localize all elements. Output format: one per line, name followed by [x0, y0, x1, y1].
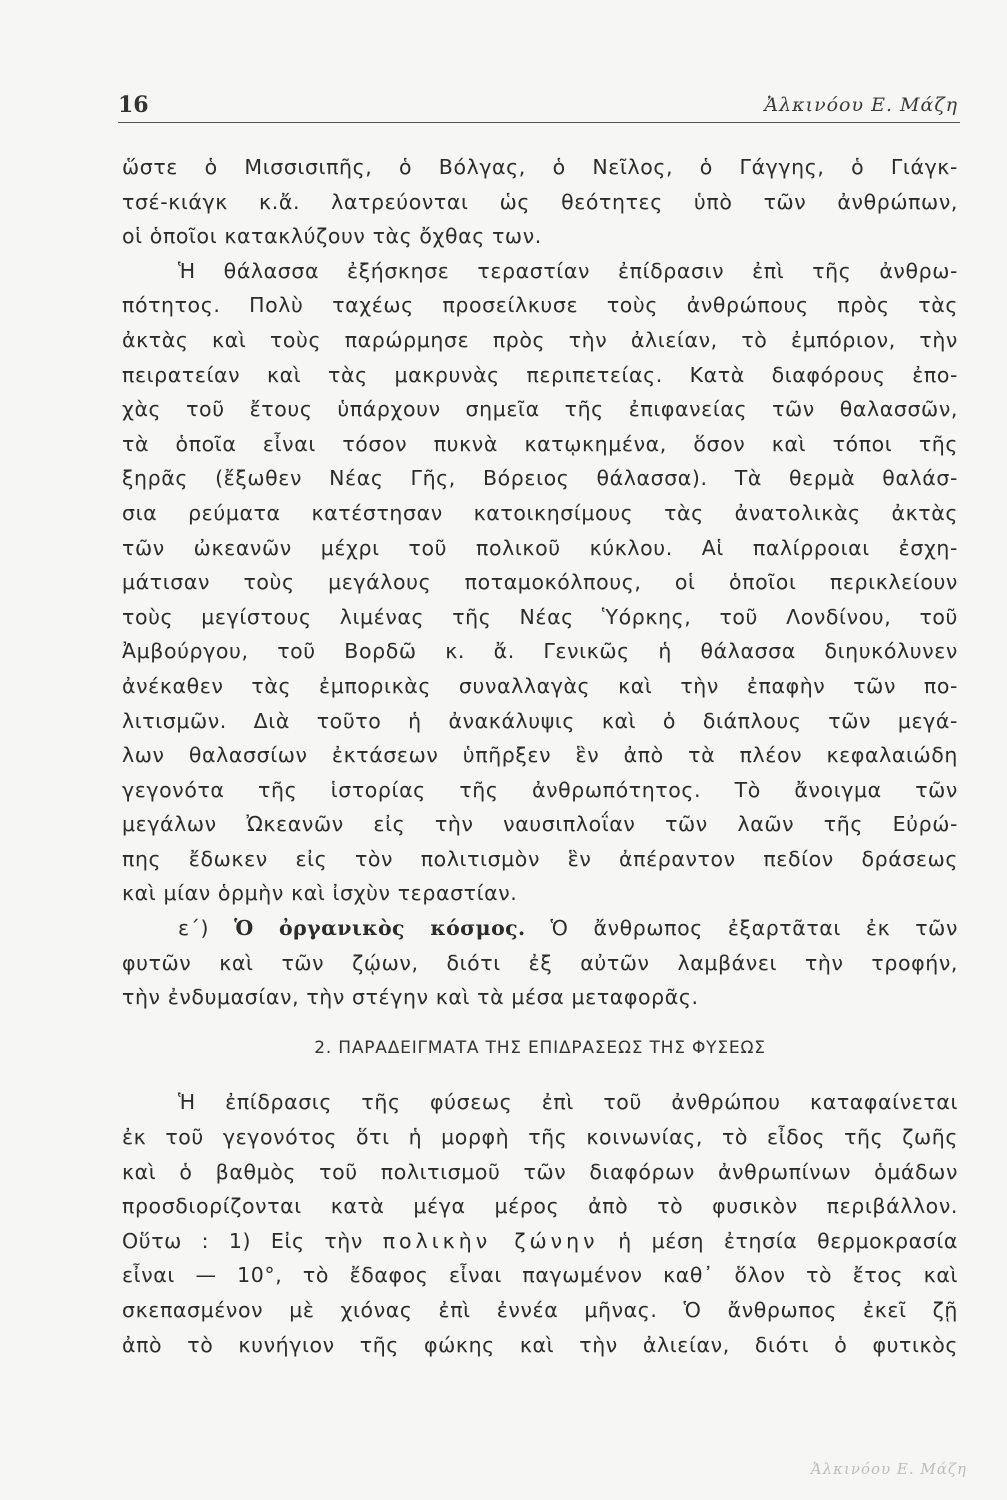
text-line: ἐκ τοῦ γεγονότος ὅτι ἡ μορφὴ τῆς κοινωνίας, τὸ εἶδος τῆς ζωῆς [122, 1125, 958, 1150]
text-line: μάτισαν τοὺς μεγάλους ποταμοκόλπους, οἱ ὁποῖοι περικλείουν [122, 570, 958, 595]
section-title: 2. ΠΑΡΑΔΕΙΓΜΑΤΑ ΤΗΣ ΕΠΙΔΡΑΣΕΩΣ ΤΗΣ ΦΥΣΕΩΣ [314, 1037, 766, 1058]
text-line: τὴν ἐνδυμασίαν, τὴν στέγην καὶ τὰ μέσα μεταφορᾶς. [122, 985, 699, 1010]
text-line: εἶναι — 10°, τὸ ἔδαφος εἶναι παγωμένον καθ᾽ ὅλον τὸ ἔτος καὶ [122, 1263, 958, 1288]
text-line: οἱ ὁποῖοι κατακλύζουν τὰς ὄχθας των. [122, 224, 542, 249]
polar-zone-line [122, 1224, 958, 1259]
text-line: προσδιορίζονται κατὰ μέγα μέρος ἀπὸ τὸ φυσικὸν περιβάλλον. [122, 1194, 958, 1219]
text-fragment: Ὁ ἄνθρωπος ἐξαρτᾶται ἐκ τῶν [550, 916, 958, 941]
text-line: Ἡ ἐπίδρασις τῆς φύσεως ἐπὶ τοῦ ἀνθρώπου καταφαίνεται [178, 1090, 958, 1115]
text-line: λιτισμῶν. Διὰ τοῦτο ἡ ἀνακάλυψις καὶ ὁ διάπλους τῶν μεγά- [122, 708, 958, 733]
text-line: τοὺς μεγίστους λιμένας τῆς Νέας Ὑόρκης, τοῦ Λονδίνου, τοῦ [122, 604, 958, 629]
organic-world-heading: Ὁ ὀργανικὸς κόσμος. [234, 916, 526, 941]
text-line: καὶ μίαν ὁρμὴν καὶ ἰσχὺν τεραστίαν. [122, 881, 518, 906]
text-line: σκεπασμένον μὲ χιόνας ἐπὶ ἐννέα μῆνας. Ὁ ἄνθρωπος ἐκεῖ ζῇ [122, 1298, 958, 1322]
text-line: πειρατείαν καὶ τὰς μακρυνὰς περιπετείας. Κατὰ διαφόρους ἐπο- [122, 362, 958, 387]
body-text [122, 150, 958, 1362]
text-line: τῶν ὠκεανῶν μέχρι τοῦ πολικοῦ κύκλου. Αἱ παλίρροιαι ἐσχη- [122, 535, 958, 560]
text-line: τσέ-κιάγκ κ.ἄ. λατρεύονται ὡς θεότητες ὑπὸ τῶν ἀνθρώπων, [122, 189, 958, 214]
text-fragment: ἡ μέση ἐτησία θερμοκρασία [618, 1228, 958, 1253]
text-line: λων θαλασσίων ἐκτάσεων ὑπῆρξεν ἓν ἀπὸ τὰ πλέον κεφαλαιώδη [122, 743, 958, 768]
running-head: Ἀλκινόου Ε. Μάζη [764, 94, 958, 116]
text-line: Ἡ θάλασσα ἐξήσκησε τεραστίαν ἐπίδρασιν ἐπὶ τῆς ἀνθρω- [178, 258, 958, 283]
footer-signature: Ἀλκινόου Ε. Μάζη [810, 1460, 967, 1478]
text-line: ἀπὸ τὸ κυνήγιον τῆς φώκης καὶ τὴν ἀλιείαν, διότι ὁ φυτικὸς [122, 1332, 958, 1357]
text-line: τὰ ὁποῖα εἶναι τόσον πυκνὰ κατῳκημένα, ὅσον καὶ τόποι τῆς [122, 431, 958, 456]
text-line: φυτῶν καὶ τῶν ζῴων, διότι ἐξ αὐτῶν λαμβάνει τὴν τροφήν, [122, 950, 958, 975]
text-line: πότητος. Πολὺ ταχέως προσείλκυσε τοὺς ἀνθρώπους πρὸς τὰς [122, 293, 958, 318]
text-line: Ἀμβούργου, τοῦ Βορδῶ κ. ἄ. Γενικῶς ἡ θάλασσα διηυκόλυνεν [122, 639, 958, 664]
text-line: ὥστε ὁ Μισσισιπῆς, ὁ Βόλγας, ὁ Νεῖλος, ὁ Γάγγης, ὁ Γιάγκ- [122, 155, 958, 179]
text-line: γεγονότα τῆς ἱστορίας τῆς ἀνθρωπότητος. Τὸ ἄνοιγμα τῶν [122, 777, 958, 802]
text-line: ξηρᾶς (ἔξωθεν Νέας Γῆς, Βόρειος θάλασσα). Τὰ θερμὰ θαλάσ- [122, 466, 958, 491]
organic-world-line [122, 911, 958, 946]
text-line: πης ἔδωκεν εἰς τὸν πολιτισμὸν ἓν ἀπέραντον πεδίον δράσεως [122, 846, 958, 871]
page-number: 16 [118, 92, 149, 118]
text-line: καὶ ὁ βαθμὸς τοῦ πολιτισμοῦ τῶν διαφόρων ἀνθρωπίνων ὁμάδων [122, 1159, 958, 1184]
text-line: σια ρεύματα κατέστησαν κατοικησίμους τὰς ἀνατολικὰς ἀκτὰς [122, 500, 958, 525]
text-line: μεγάλων Ὠκεανῶν εἰς τὴν ναυσιπλοΐαν τῶν λαῶν τῆς Εὐρώ- [122, 812, 958, 837]
text-line: χὰς τοῦ ἔτους ὑπάρχουν σημεῖα τῆς ἐπιφανείας τῶν θαλασσῶν, [122, 397, 958, 422]
text-line: ἀνέκαθεν τὰς ἐμπορικὰς συναλλαγὰς καὶ τὴν ἐπαφὴν τῶν πο- [122, 673, 958, 698]
spaced-emphasis: πολικὴν ζώνην [382, 1228, 599, 1253]
text-line: ἀκτὰς καὶ τοὺς παρώρμησε πρὸς τὴν ἀλιείαν, τὸ ἐμπόριον, τὴν [122, 327, 958, 352]
page-header [118, 92, 960, 123]
text-fragment: Οὕτω : 1) Εἰς τὴν [122, 1228, 363, 1253]
section-label: ε΄) [178, 916, 210, 941]
